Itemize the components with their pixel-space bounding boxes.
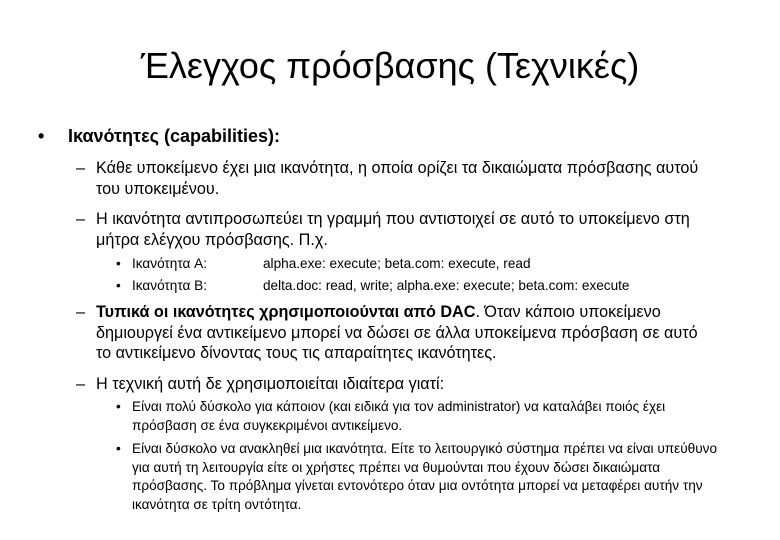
- sub-bullet-rest: . Όταν κάποιο υποκείμενο δημιουργεί ένα αντικείμενο μπορεί να δώσει σε άλλα υποκείμενα πρόσβαση σε αυτό το αντικείμενο δίνοντας τους τις απαραίτητες ικανότητες.: [96, 303, 698, 362]
- sub-bullet-text: Κάθε υποκείμενο έχει μια ικανότητα, η οποία ορίζει τα δικαιώματα πρόσβασης αυτού του υποκειμένου.: [96, 159, 699, 198]
- example-label: Ικανότητα B:: [132, 278, 208, 293]
- dash-mark: –: [76, 159, 86, 177]
- sub-bullet-text: Η τεχνική αυτή δε χρησιμοποιείται ιδιαίτερα γιατί:: [96, 375, 445, 393]
- dash-mark: –: [76, 210, 86, 228]
- bullet-mark: •: [38, 126, 45, 146]
- sub-bullet-text: [96, 302, 716, 364]
- bold-phrase: Τυπικά οι ικανότητες χρησιμοποιούνται από DAC: [96, 303, 476, 321]
- sub-bullet-text: Η ικανότητα αντιπροσωπεύει τη γραμμή που αντιστοιχεί σε αυτό το υποκείμενο στη μήτρα ελέγχου πρόσβασης. Π.χ.: [96, 210, 690, 249]
- slide-title: Έλεγχος πρόσβασης (Τεχνικές): [140, 45, 640, 86]
- bullet-mark: •: [116, 278, 121, 293]
- reason-text: Είναι πολύ δύσκολο για κάποιον (και ειδικά για τον administrator) να καταλάβει ποιός έχει πρόσβαση σε ένα συγκεκριμένοι αντικείμενο.: [132, 399, 666, 433]
- example-value: delta.doc: read, write; alpha.exe: execute; beta.com: execute: [263, 278, 630, 293]
- reason-text: Είναι δύσκολο να ανακληθεί μια ικανότητα. Είτε το λειτουργικό σύστημα πρέπει να είναι υπεύθυνο για αυτή τη λειτουργία είτε οι χρήστες πρέπει να θυμούνται που έχουν δώσει δικαιώματα πρόσβασης. Το πρόβλημα γίνεται εντονότερο όταν μια οντότητα μπορεί να μεταφέρει αυτήν την ικανότητα σε τρίτη οντότητα.: [132, 441, 718, 512]
- dash-mark: –: [76, 375, 86, 393]
- bullet-mark: •: [116, 441, 121, 456]
- bullet-mark: •: [116, 399, 121, 414]
- bullet-text: Ικανότητες (capabilities):: [68, 126, 281, 146]
- example-label: Ικανότητα A:: [132, 256, 208, 271]
- bullet-mark: •: [116, 256, 121, 271]
- dash-mark: –: [76, 303, 86, 321]
- example-value: alpha.exe: execute; beta.com: execute, read: [263, 256, 531, 271]
